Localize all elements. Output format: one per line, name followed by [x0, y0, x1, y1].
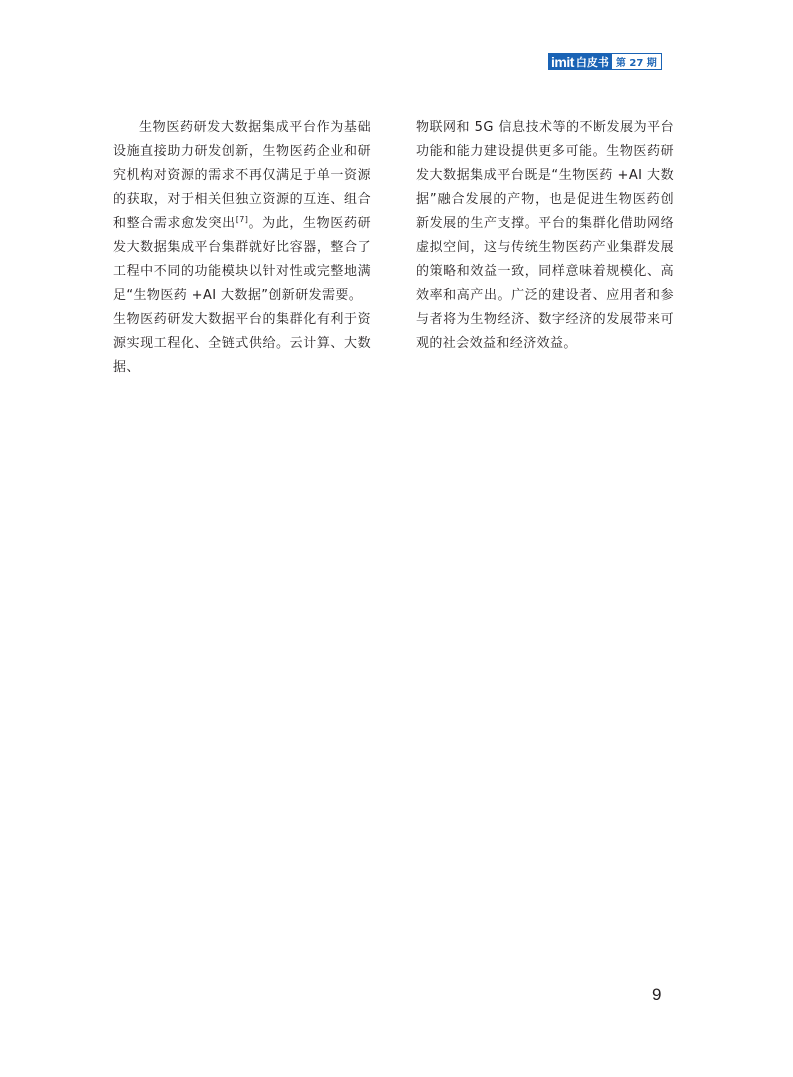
left-paragraph-1-text-a: 生物医药研发大数据集成平台作为基础设施直接助力研发创新，生物医药企业和研究机构对资源的需求不再仅满足于单一资源的获取，对于相关但独立资源的互连、组合和整合需求愈发突出	[113, 120, 371, 231]
left-paragraph-1-text-b: 。为此，生物医药研发大数据集成平台集群就好比容器，整合了工程中不同的功能模块以针对性或完整地满足“生物医药 +AI 大数据”创新研发需要。	[113, 216, 371, 303]
left-column	[113, 116, 371, 380]
right-paragraph-1: 物联网和 5G 信息技术等的不断发展为平台功能和能力建设提供更多可能。生物医药研发大数据集成平台既是“生物医药 +AI 大数据”融合发展的产物，也是促进生物医药创新发展的生产支撑。平台的集群化借助网络虚拟空间，这与传统生物医药产业集群发展的策略和效益一致，同样意味着规模化、高效率和高产出。广泛的建设者、应用者和参与者将为生物经济、数字经济的发展带来可观的社会效益和经济效益。	[416, 120, 674, 351]
publication-title: 白皮书	[575, 55, 609, 69]
brand-block	[549, 54, 612, 69]
right-column	[416, 116, 674, 356]
issue-number: 第 27 期	[612, 54, 661, 69]
citation-reference[interactable]: [7]	[235, 215, 249, 224]
left-paragraph-2: 生物医药研发大数据平台的集群化有利于资源实现工程化、全链式供给。云计算、大数据、	[113, 312, 371, 375]
imit-logo: imit	[551, 53, 574, 70]
page-number: 9	[652, 985, 662, 1004]
header-badge	[548, 53, 662, 70]
left-paragraph-1	[113, 116, 371, 308]
